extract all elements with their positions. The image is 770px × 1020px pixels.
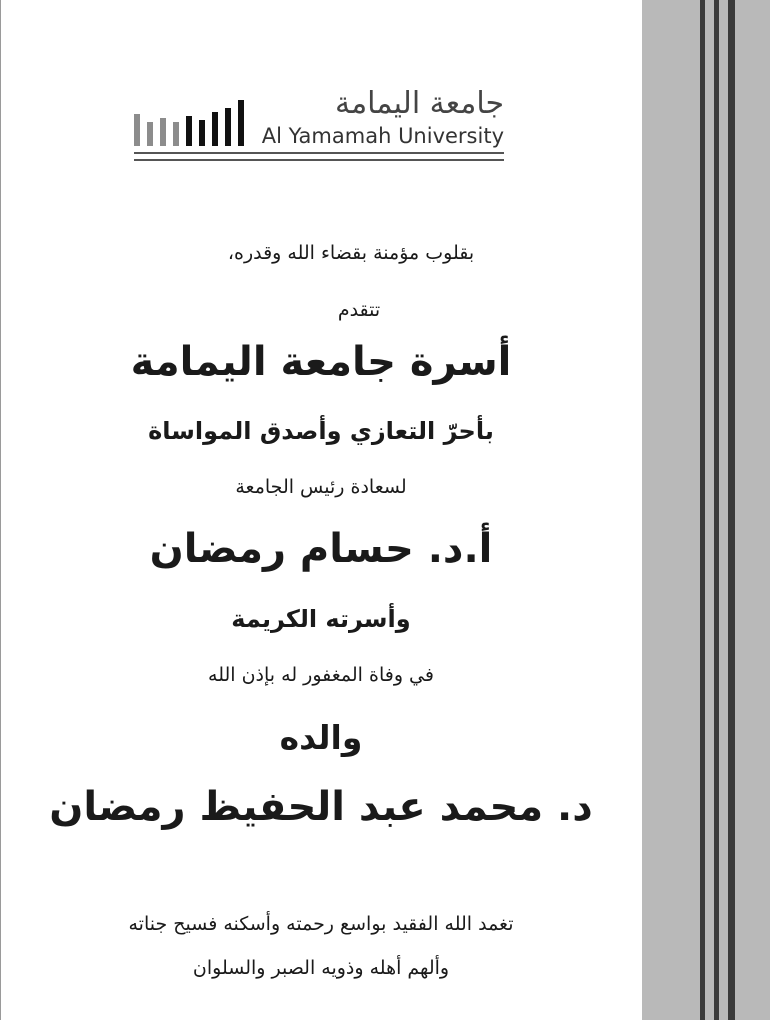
logo-bar <box>225 108 231 146</box>
side-stripe <box>714 0 719 1020</box>
logo-bar <box>147 122 153 146</box>
logo-bar <box>186 116 192 146</box>
logo-bar <box>134 114 140 146</box>
recipient-name: أ.د. حسام رمضان <box>149 526 493 572</box>
logo-underline <box>134 159 504 161</box>
decorative-side-strip <box>642 0 770 1020</box>
logo-underline <box>134 152 504 154</box>
family-line: وأسرته الكريمة <box>231 605 411 633</box>
logo-bar <box>212 112 218 146</box>
organization-name: أسرة جامعة اليمامة <box>130 339 512 385</box>
logo-bar <box>173 122 179 146</box>
relation-line: والده <box>279 718 363 757</box>
opening-line: بقلوب مؤمنة بقضاء الله وقدره، <box>227 242 475 264</box>
logo-english-name: Al Yamamah University <box>261 124 504 148</box>
offers-line: تتقدم <box>337 299 381 321</box>
university-logo <box>134 88 504 168</box>
deceased-name: د. محمد عبد الحفيظ رمضان <box>49 784 593 830</box>
passing-line: في وفاة المغفور له بإذن الله <box>208 664 434 686</box>
prayer-line-1: تغمد الله الفقيد بواسع رحمته وأسكنه فسيح جناته <box>128 913 514 935</box>
logo-bar <box>160 118 166 146</box>
condolence-line: بأحرّ التعازي وأصدق المواساة <box>148 417 494 445</box>
prayer-line-2: وألهم أهله وذويه الصبر والسلوان <box>192 957 450 979</box>
recipient-title: لسعادة رئيس الجامعة <box>235 476 407 498</box>
side-stripe <box>728 0 735 1020</box>
logo-arabic-name: جامعة اليمامة <box>334 86 504 121</box>
page-border <box>0 0 1 1020</box>
logo-bar <box>238 100 244 146</box>
logo-bar <box>199 120 205 146</box>
side-stripe <box>700 0 705 1020</box>
